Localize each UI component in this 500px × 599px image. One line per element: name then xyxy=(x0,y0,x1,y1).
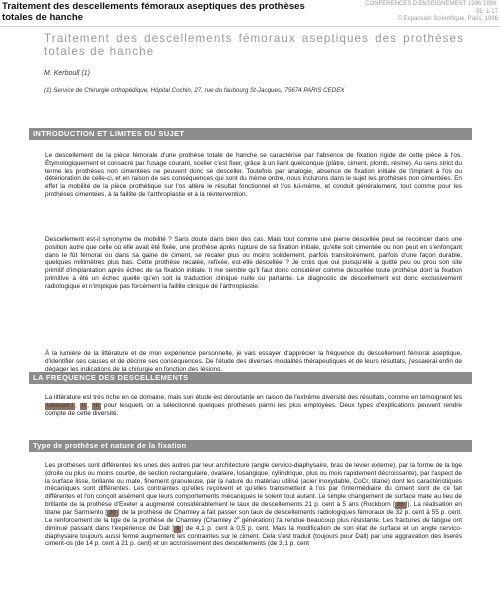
type-text: génération) l'a rendue beaucoup plus résistante. Les fractures de fatigue ont diminué passant dans l'expérience de Dall [ xyxy=(45,516,462,532)
article-author: M. Kerboull (1) xyxy=(44,70,90,77)
citation-link[interactable]: 36 xyxy=(396,501,404,508)
citation-link[interactable]: 38 xyxy=(109,509,116,516)
publication-line: 55: 1-17 xyxy=(475,8,498,15)
header-divider xyxy=(0,26,500,27)
article-title: Traitement des descellements fémoraux aseptiques des prothèses totales de hanche xyxy=(44,32,464,58)
superscript: e xyxy=(237,514,240,520)
intro-paragraph-2: Descellement est-il synonyme de mobilité ? Sans doute dans bien des cas. Mais tout comme une pierre descellée peut se recoincer dans une position autre que celle où elle avait été fixée, une prothèse après rupture de sa fixation initiale, qu'elle soit cimentée ou non peut en s'enfonçant dans le fût fémoral ou dans sa gaine de ciment, se recaler plus ou moins solidement, parfois transitoirement, parfois d'une façon durable, quelques millimètres plus bas. Cette prothèse recalée, refixée, est-elle descellée ? Je crois que oui puisqu'elle a quitté peu ou prou son site primitif d'implantation après échec de sa fixation initiale. Il me semble qu'il faut donc considérer comme descellée toute prothèse dont la fixation primitive a été un échec quelle qu'en soit la traduction clinique nulle ou parlante. Le diagnostic de descellement est donc exclusivement radiologique et n'implique pas forcément la faillite clinique de l'arthroplastie. xyxy=(45,236,462,290)
type-text: ] de la prothèse de Charnley a fait passer son taux de descellements radiologiques fémoraux de 32 p. cent à 55 p. cent. Le renforcement de la tige de la prothèse de Charnley (Charnley 2 xyxy=(45,508,463,524)
frequency-text: La littérature est très riche en ce domaine, mais son étude est déroutante en raison de l'extrême diversité des résultats, comme en témoignent les xyxy=(45,394,462,401)
publication-info xyxy=(328,1,498,24)
type-text: Les prothèses sont différentes les unes des autres par leur architecture (angle cervico-diaphysaire, bras de levier externe), par la forme de la tige (droite ou plus ou moins courbe, de section rectangulaire, ovalaire, losangique, cylindrique, plus ou mois rapidement décroissante), par l'aspect de la surface lisse, brillante ou mate, finement granuleuse, par la nature du matériau utilisé (acier inoxydable, CoCr, titane) dont les caractéristiques mécaniques sont différentes. Les contraintes qu'elles reçoivent et qu'elles transmettent à l'os par l'intermédiaire du ciment sont de ce fait différentes et l'on conçoit aisément que leurs comportements mécaniques le soient tout autant. Le simple changement de surface mate au lieu de brillante de la prothèse d'Exeter a augmenté considérablement le taux de descellements 21 p. cent à 5 ans (Rockborn [ xyxy=(45,462,462,508)
section-heading-intro: INTRODUCTION ET LIMITES DU SUJET xyxy=(29,128,472,140)
separator: , xyxy=(75,401,77,409)
document-header xyxy=(0,0,500,26)
type-paragraph-1 xyxy=(45,462,462,548)
table-reference-link[interactable]: II xyxy=(81,402,86,409)
type-text: ]). La réalisation en titane par Sarmiento [ xyxy=(45,500,462,516)
intro-paragraph-1: Le descellement de la pièce fémorale d'une prothèse totale de hanche se caractérise par l'absence de fixation rigide de cette pièce à l'os. Étymologiquement et consacré par l'usage courant, sceller c'est fixer, grâce à un liant quelconque (plâtre, ciment, plomb, résine). Au sens strict du terme les prothèses non cimentées ne peuvent donc se desceller. Toutefois par analogie, absence de fixation initiale de l'implant à l'os ou détérioration de celle-ci, et en raison de ses conséquences qui sont du même ordre, nous inclurons dans le sujet les prothèses non cimentées. En effet la mobilité de la pièce prothétique sur l'os altère le résultat fonctionnel et l'os lui-même, et conduit généralement, tout comme pour les prothèses cimentées, à la faillite de l'arthroplastie et à la réintervention. xyxy=(45,152,462,198)
section-heading-prosthesis-type: Type de prothèse et nature de la fixation xyxy=(29,440,472,452)
section-heading-frequency: LA FREQUENCE DES DESCELLEMENTS xyxy=(29,372,472,384)
table-reference-link[interactable]: III xyxy=(93,402,99,409)
publication-line: © Expansion Scientifique, Paris, 1996 xyxy=(397,16,498,23)
type-text: ] de 4,1 p. cent à 0,5 p. cent. Mais la modification de son état de surface et un angle cervico-diaphysaire toujours aussi fermé augmentent les contraintes sur le ciment. Cela s'est traduit (toujours pour Dall) par une aggravation des liserés ciment-os (de 14 p. cent à 21 p. cent) et un accroissement des descellements (de 3,1 p. cent xyxy=(45,524,462,548)
separator: , xyxy=(87,401,89,409)
citation-link[interactable]: 9 xyxy=(176,525,180,532)
table-reference-link[interactable]: tableaux I xyxy=(47,402,74,409)
publication-line: CONFÉRENCES D'ENSEIGNEMENT 1996 1996, xyxy=(365,1,498,7)
document-title: Traitement des descellements fémoraux aseptiques des prothèses totales de hanche xyxy=(2,1,305,23)
frequency-text: pour lesquels on a sélectionné quelques prothèses parmi les plus employées. Deux types d'explications peuvent rendre compte de cette diversité. xyxy=(45,401,462,417)
intro-paragraph-3: À la lumière de la littérature et de mon expérience personnelle, je vais essayer d'apprécier la fréquence du descellement fémoral aseptique, d'identifier ses causes et de décrire ses conséquences. De l'étude des diverses modalités thérapeutiques et de leurs résultats, j'essaierai enfin de dégager les indications de la chirurgie en fonction des lésions. xyxy=(45,350,462,373)
article-affiliation: (1) Service de Chirurgie orthopédique, Hôpital Cochin, 27, rue du faubourg St-Jacques, 75674 PARIS CEDEX xyxy=(44,87,345,94)
frequency-paragraph-1 xyxy=(45,394,462,418)
